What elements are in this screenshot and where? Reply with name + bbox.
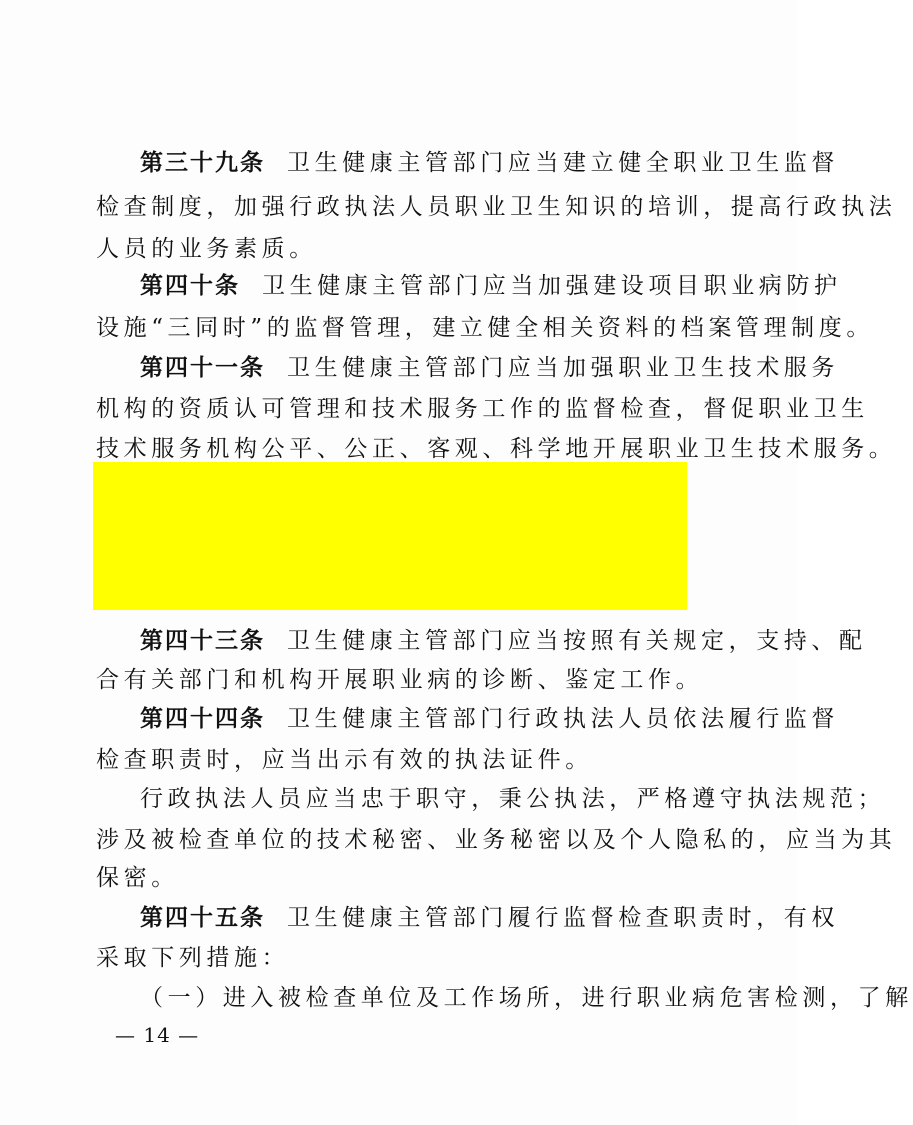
page-number: — 14 —	[115, 1023, 200, 1047]
article-39-line-1	[96, 148, 839, 178]
article-45-line-1	[96, 903, 839, 933]
article-41-line-2: 机构的资质认可管理和技术服务工作的监督检查，督促职业卫生	[96, 396, 869, 422]
article-44-para2-line-3: 保密。	[96, 865, 179, 891]
article-44-para2-text: 行政执法人员应当忠于职守，秉公执法，严格遵守执法规范；	[140, 786, 886, 812]
article-45-text: 卫生健康主管部门履行监督检查职责时，有权	[287, 905, 839, 931]
article-41-line-1	[96, 353, 839, 383]
article-40-line-2: 设施“三同时”的监督管理，建立健全相关资料的档案管理制度。	[96, 315, 874, 341]
article-41-heading: 第四十一条	[140, 355, 265, 381]
article-44-para2-line-1	[96, 784, 886, 814]
article-43-heading: 第四十三条	[140, 628, 265, 654]
article-44-heading: 第四十四条	[140, 706, 265, 732]
article-41-text: 卫生健康主管部门应当加强职业卫生技术服务	[287, 355, 839, 381]
article-45-line-2: 采取下列措施：	[96, 945, 290, 971]
article-39-line-3: 人员的业务素质。	[96, 236, 317, 262]
article-44-line-2: 检查职责时，应当出示有效的执法证件。	[96, 747, 593, 773]
article-45-item-1-text: （一）进入被检查单位及工作场所，进行职业病危害检测，了解	[140, 985, 913, 1011]
article-44-text: 卫生健康主管部门行政执法人员依法履行监督	[287, 706, 839, 732]
article-40-text: 卫生健康主管部门应当加强建设项目职业病防护	[262, 273, 842, 299]
article-39-line-2: 检查制度，加强行政执法人员职业卫生知识的培训，提高行政执法	[96, 194, 897, 220]
article-44-para2-line-2: 涉及被检查单位的技术秘密、业务秘密以及个人隐私的，应当为其	[96, 827, 897, 853]
article-41-line-3: 技术服务机构公平、公正、客观、科学地开展职业卫生技术服务。	[96, 436, 897, 462]
article-45-heading: 第四十五条	[140, 905, 265, 931]
article-44-line-1	[96, 704, 839, 734]
article-40-line-1	[96, 271, 842, 301]
article-43-line-1	[96, 626, 867, 656]
redaction-highlight	[93, 462, 687, 610]
article-43-line-2: 合有关部门和机构开展职业病的诊断、鉴定工作。	[96, 667, 704, 693]
article-45-item-1	[96, 983, 913, 1013]
article-39-text: 卫生健康主管部门应当建立健全职业卫生监督	[287, 150, 839, 176]
article-39-heading: 第三十九条	[140, 150, 265, 176]
article-40-heading: 第四十条	[140, 273, 240, 299]
article-43-text: 卫生健康主管部门应当按照有关规定，支持、配	[287, 628, 867, 654]
